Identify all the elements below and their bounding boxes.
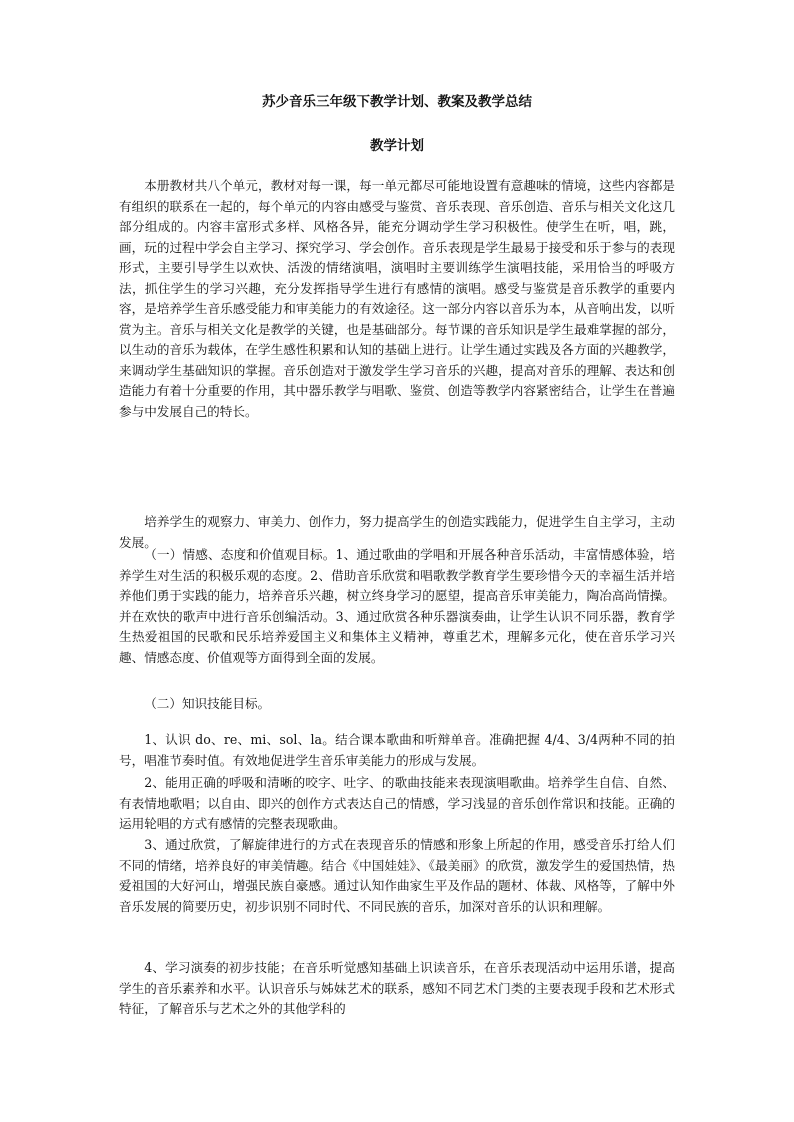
- document-title: 苏少音乐三年级下教学计划、教案及教学总结: [262, 94, 532, 110]
- paragraph-skills-heading: （二）知识技能目标。: [144, 696, 271, 711]
- paragraph-intro: 本册教材共八个单元，教材对每一课，每一单元都尽可能地设置有意趣味的情境，这些内容都是有组织的联系在一起的，每个单元的内容由感受与鉴赏、音乐表现、音乐创造、音乐与相关文化这几部分组成的。内容丰富形式多样、风格各异，能充分调动学生学习积极性。使学生在听，唱，跳，画，玩的过程中学会自主学习、探究学习、学会创作。音乐表现是学生最易于接受和乐于参与的表现形式，主要引导学生以欢快、活泼的情绪演唱，演唱时主要训练学生演唱技能，采用恰当的呼吸方法，抓住学生的学习兴趣，充分发挥指导学生进行有感情的演唱。感受与鉴赏是音乐教学的重要内容，是培养学生音乐感受能力和审美能力的有效途径。这一部分内容以音乐为本，从音响出发，以听赏为主。音乐与相关文化是教学的关键，也是基础部分。每节课的音乐知识是学生最难掌握的部分，以生动的音乐为载体，在学生感性积累和认知的基础上进行。让学生通过实践及各方面的兴趣教学，来调动学生基础知识的掌握。音乐创造对于激发学生学习音乐的兴趣，提高对音乐的理解、表达和创造能力有着十分重要的作用，其中器乐教学与唱歌、鉴赏、创造等教学内容紧密结合，让学生在普遍参与中发展自己的特长。: [119, 178, 675, 419]
- section-heading: 教学计划: [370, 138, 424, 154]
- paragraph-goal: 培养学生的观察力、审美力、创作力，努力提高学生的创造实践能力，促进学生自主学习，主动发展。: [119, 514, 675, 550]
- paragraph-emotion-goals: （一）情感、态度和价值观目标。1、通过歌曲的学唱和开展各种音乐活动，丰富情感体验，培养学生对生活的积极乐观的态度。2、借助音乐欣赏和唱歌教学教育学生要珍惜今天的幸福生活并培养他们勇于实践的能力，培养音乐兴趣，树立终身学习的愿望，提高音乐审美能力，陶冶高尚情操。并在欢快的歌声中进行音乐创编活动。3、通过欣赏各种乐器演奏曲，让学生认识不同乐器，教育学生热爱祖国的民歌和民乐培养爱国主义和集体主义精神，尊重艺术，理解多元化，使在音乐学习兴趣、情感态度、价值观等方面得到全面的发展。: [119, 547, 675, 665]
- paragraph-skill-3: 3、通过欣赏，了解旋律进行的方式在表现音乐的情感和形象上所起的作用，感受音乐打给人们不同的情绪，培养良好的审美情趣。结合《中国娃娃》、《最美丽》的欣赏，激发学生的爱国热情，热爱祖国的大好河山，增强民族自豪感。通过认知作曲家生平及作品的题材、体裁、风格等，了解中外音乐发展的简要历史，初步识别不同时代、不同民族的音乐，加深对音乐的认识和理解。: [119, 837, 675, 914]
- paragraph-skill-4: 4、学习演奏的初步技能；在音乐听觉感知基础上识读音乐，在音乐表现活动中运用乐谱，提高学生的音乐素养和水平。认识音乐与姊妹艺术的联系，感知不同艺术门类的主要表现手段和艺术形式特征，了解音乐与艺术之外的其他学科的: [119, 960, 675, 1016]
- paragraph-skill-1: 1、认识 do、re、mi、sol、la。结合课本歌曲和听辩单音。准确把握 4/4、3/4两种不同的拍号，唱准节奏时值。有效地促进学生音乐审美能力的形成与发展。: [119, 732, 675, 768]
- paragraph-skill-2: 2、能用正确的呼吸和清晰的咬字、吐字、的歌曲技能来表现演唱歌曲。培养学生自信、自然、有表情地歌唱；以自由、即兴的创作方式表达自己的情感，学习浅显的音乐创作常识和技能。正确的运用轮唱的方式有感情的完整表现歌曲。: [119, 775, 675, 831]
